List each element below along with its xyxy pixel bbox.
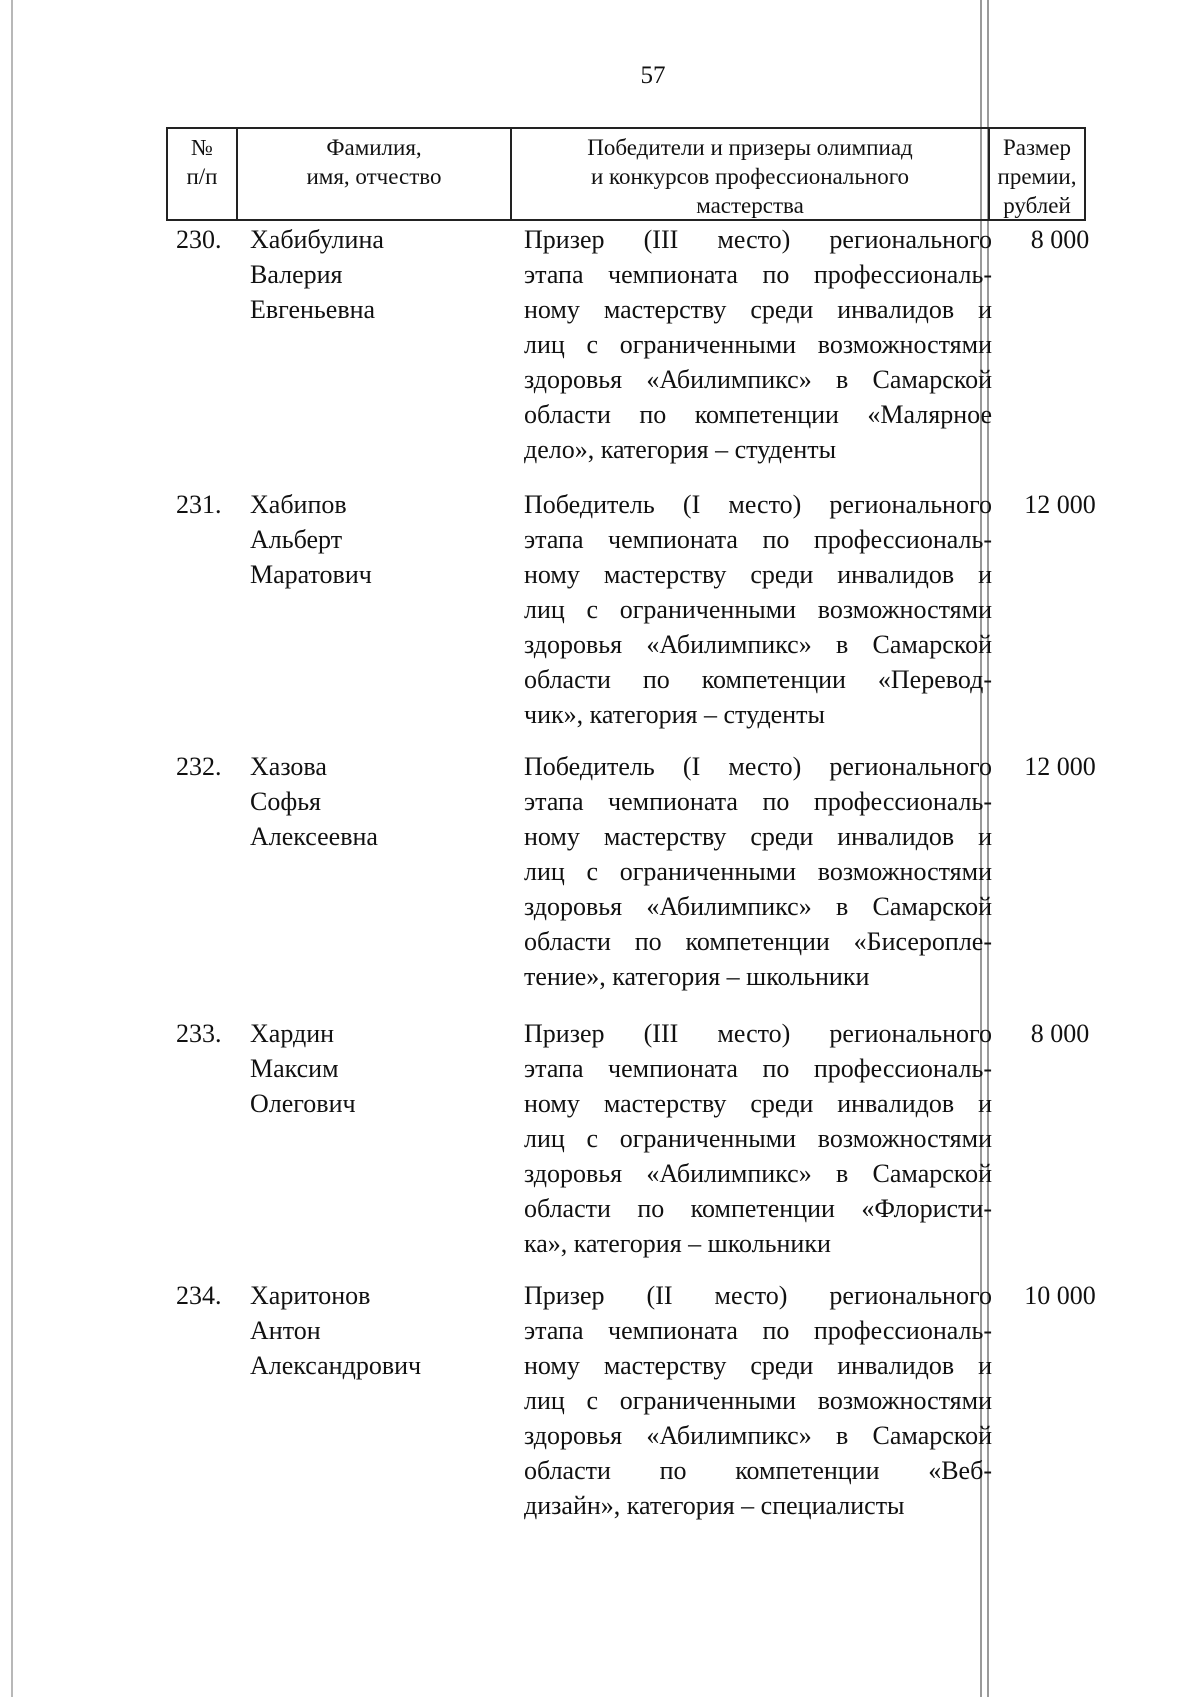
description-line: этапа чемпионата по профессиональ- [524, 525, 992, 554]
name-line: Хардин [250, 1019, 335, 1048]
description-line: Призер (III место) регионального [524, 225, 992, 254]
description-line: этапа чемпионата по профессиональ- [524, 787, 992, 816]
name-line: Антон [250, 1316, 321, 1345]
name-line: Олегович [250, 1089, 356, 1118]
description-line: области по компетенции «Флористи- [524, 1194, 992, 1223]
description-line: области по компетенции «Перевод- [524, 665, 992, 694]
description-line: ному мастерству среди инвалидов и [524, 822, 992, 851]
row-number: 232. [176, 752, 222, 781]
description-line: здоровья «Абилимпикс» в Самарской [524, 1421, 992, 1450]
description-line: ному мастерству среди инвалидов и [524, 560, 992, 589]
name-line: Евгеньевна [250, 295, 376, 324]
header-text: премии, [997, 164, 1077, 189]
name-line: Маратович [250, 560, 372, 589]
winner-name [250, 222, 384, 327]
description-line: здоровья «Абилимпикс» в Самарской [524, 1159, 992, 1188]
description-line: лиц с ограниченными возможностями [524, 1124, 992, 1153]
description-line: этапа чемпионата по профессиональ- [524, 1054, 992, 1083]
name-line: Валерия [250, 260, 343, 289]
description-line: дизайн», категория – специалисты [524, 1491, 905, 1520]
prize-amount: 12 000 [1024, 752, 1096, 781]
description-line: ному мастерству среди инвалидов и [524, 295, 992, 324]
description-line: ка», категория – школьники [524, 1229, 831, 1258]
table-header [166, 127, 1086, 221]
prize-amount: 12 000 [1024, 490, 1096, 519]
achievement-description [524, 487, 992, 732]
header-col-amount [988, 129, 1084, 219]
description-line: здоровья «Абилимпикс» в Самарской [524, 630, 992, 659]
winner-name [250, 1278, 421, 1383]
header-text: мастерства [696, 193, 804, 218]
description-line: этапа чемпионата по профессиональ- [524, 260, 992, 289]
description-line: лиц с ограниченными возможностями [524, 330, 992, 359]
row-number: 230. [176, 225, 222, 254]
header-text: п/п [186, 164, 218, 189]
header-text: Фамилия, [326, 135, 422, 160]
description-line: этапа чемпионата по профессиональ- [524, 1316, 992, 1345]
header-col-achievement [510, 129, 988, 219]
achievement-description [524, 1278, 992, 1523]
description-line: чик», категория – студенты [524, 700, 825, 729]
description-line: ному мастерству среди инвалидов и [524, 1351, 992, 1380]
header-text: имя, отчество [306, 164, 442, 189]
row-number: 231. [176, 490, 222, 519]
page-number: 57 [640, 62, 666, 89]
name-line: Александрович [250, 1351, 422, 1380]
description-line: ному мастерству среди инвалидов и [524, 1089, 992, 1118]
header-text: № [191, 135, 213, 160]
header-col-number [168, 129, 236, 219]
description-line: области по компетенции «Веб- [524, 1456, 992, 1485]
winner-name [250, 749, 378, 854]
header-text: и конкурсов профессионального [590, 164, 910, 189]
name-line: Альберт [250, 525, 343, 554]
name-line: Харитонов [250, 1281, 371, 1310]
description-line: Призер (II место) регионального [524, 1281, 992, 1310]
name-line: Хабипов [250, 490, 347, 519]
description-line: дело», категория – студенты [524, 435, 837, 464]
name-line: Хазова [250, 752, 327, 781]
winner-name [250, 1016, 356, 1121]
header-text: Победители и призеры олимпиад [587, 135, 913, 160]
description-line: области по компетенции «Бисеропле- [524, 927, 992, 956]
description-line: лиц с ограниченными возможностями [524, 1386, 992, 1415]
prize-amount: 8 000 [1030, 225, 1090, 254]
description-line: области по компетенции «Малярное [524, 400, 992, 429]
header-text: Размер [1002, 135, 1072, 160]
name-line: Софья [250, 787, 322, 816]
prize-amount: 8 000 [1030, 1019, 1090, 1048]
header-col-name [236, 129, 510, 219]
description-line: тение», категория – школьники [524, 962, 870, 991]
description-line: Призер (III место) регионального [524, 1019, 992, 1048]
winner-name [250, 487, 372, 592]
name-line: Максим [250, 1054, 339, 1083]
description-line: здоровья «Абилимпикс» в Самарской [524, 892, 992, 921]
row-number: 233. [176, 1019, 222, 1048]
header-text: рублей [1003, 193, 1071, 218]
description-line: лиц с ограниченными возможностями [524, 595, 992, 624]
description-line: лиц с ограниченными возможностями [524, 857, 992, 886]
achievement-description [524, 749, 992, 994]
row-number: 234. [176, 1281, 222, 1310]
description-line: здоровья «Абилимпикс» в Самарской [524, 365, 992, 394]
description-line: Победитель (I место) регионального [524, 490, 992, 519]
description-line: Победитель (I место) регионального [524, 752, 992, 781]
prize-amount: 10 000 [1024, 1281, 1096, 1310]
achievement-description [524, 1016, 992, 1261]
name-line: Хабибулина [250, 225, 384, 254]
left-margin-line [11, 0, 13, 1697]
achievement-description [524, 222, 992, 467]
name-line: Алексеевна [250, 822, 378, 851]
